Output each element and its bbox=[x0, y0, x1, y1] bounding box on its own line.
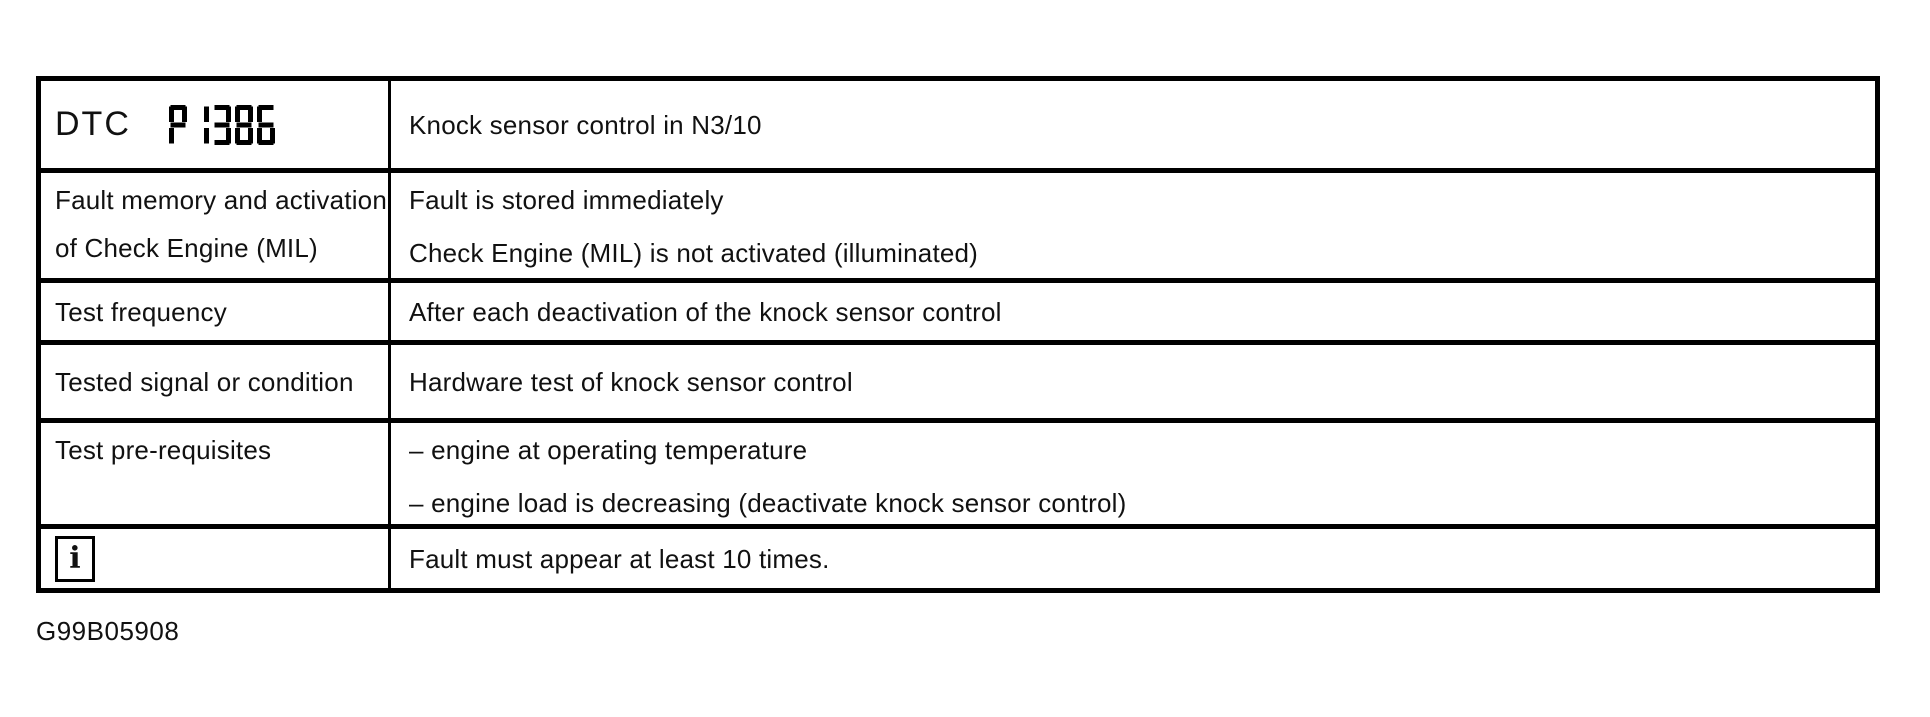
table-row-test-prerequisites bbox=[41, 418, 1875, 524]
fault-memory-value-cell bbox=[391, 173, 1875, 278]
table-row-info-note bbox=[41, 524, 1875, 588]
info-value-cell bbox=[391, 529, 1875, 588]
table-row-test-frequency bbox=[41, 278, 1875, 340]
row-value: After each deactivation of the knock sensor control bbox=[409, 296, 1002, 327]
figure-id: G99B05908 bbox=[36, 616, 180, 646]
row-label: Fault memory and activation bbox=[55, 185, 387, 215]
row-value: Check Engine (MIL) is not activated (illuminated) bbox=[409, 238, 979, 268]
dtc-description-cell bbox=[391, 81, 1875, 168]
row-value: – engine load is decreasing (deactivate knock sensor control) bbox=[409, 488, 1127, 518]
row-label: of Check Engine (MIL) bbox=[55, 233, 318, 263]
info-icon: i bbox=[55, 536, 95, 582]
row-value: Fault must appear at least 10 times. bbox=[409, 543, 830, 574]
tested-signal-value-cell bbox=[391, 345, 1875, 418]
row-label: Test pre-requisites bbox=[55, 435, 272, 465]
dtc-description: Knock sensor control in N3/10 bbox=[409, 109, 762, 140]
fault-memory-label-cell bbox=[41, 173, 391, 278]
dtc-table bbox=[36, 76, 1880, 593]
table-row-tested-signal bbox=[41, 340, 1875, 418]
test-prerequisites-value-cell bbox=[391, 423, 1875, 524]
test-prerequisites-label-cell bbox=[41, 423, 391, 524]
dtc-label: DTC bbox=[55, 105, 131, 143]
dtc-code-seven-segment-display bbox=[169, 105, 275, 145]
row-label: Test frequency bbox=[55, 296, 227, 327]
test-frequency-value-cell bbox=[391, 283, 1875, 340]
dtc-label-cell bbox=[41, 81, 391, 168]
row-value: Fault is stored immediately bbox=[409, 185, 724, 215]
table-row-fault-memory bbox=[41, 168, 1875, 278]
tested-signal-label-cell bbox=[41, 345, 391, 418]
test-frequency-label-cell bbox=[41, 283, 391, 340]
row-value: Hardware test of knock sensor control bbox=[409, 366, 853, 397]
row-label: Tested signal or condition bbox=[55, 366, 354, 397]
info-label-cell bbox=[41, 529, 391, 588]
table-row-dtc bbox=[41, 81, 1875, 168]
row-value: – engine at operating temperature bbox=[409, 435, 808, 465]
